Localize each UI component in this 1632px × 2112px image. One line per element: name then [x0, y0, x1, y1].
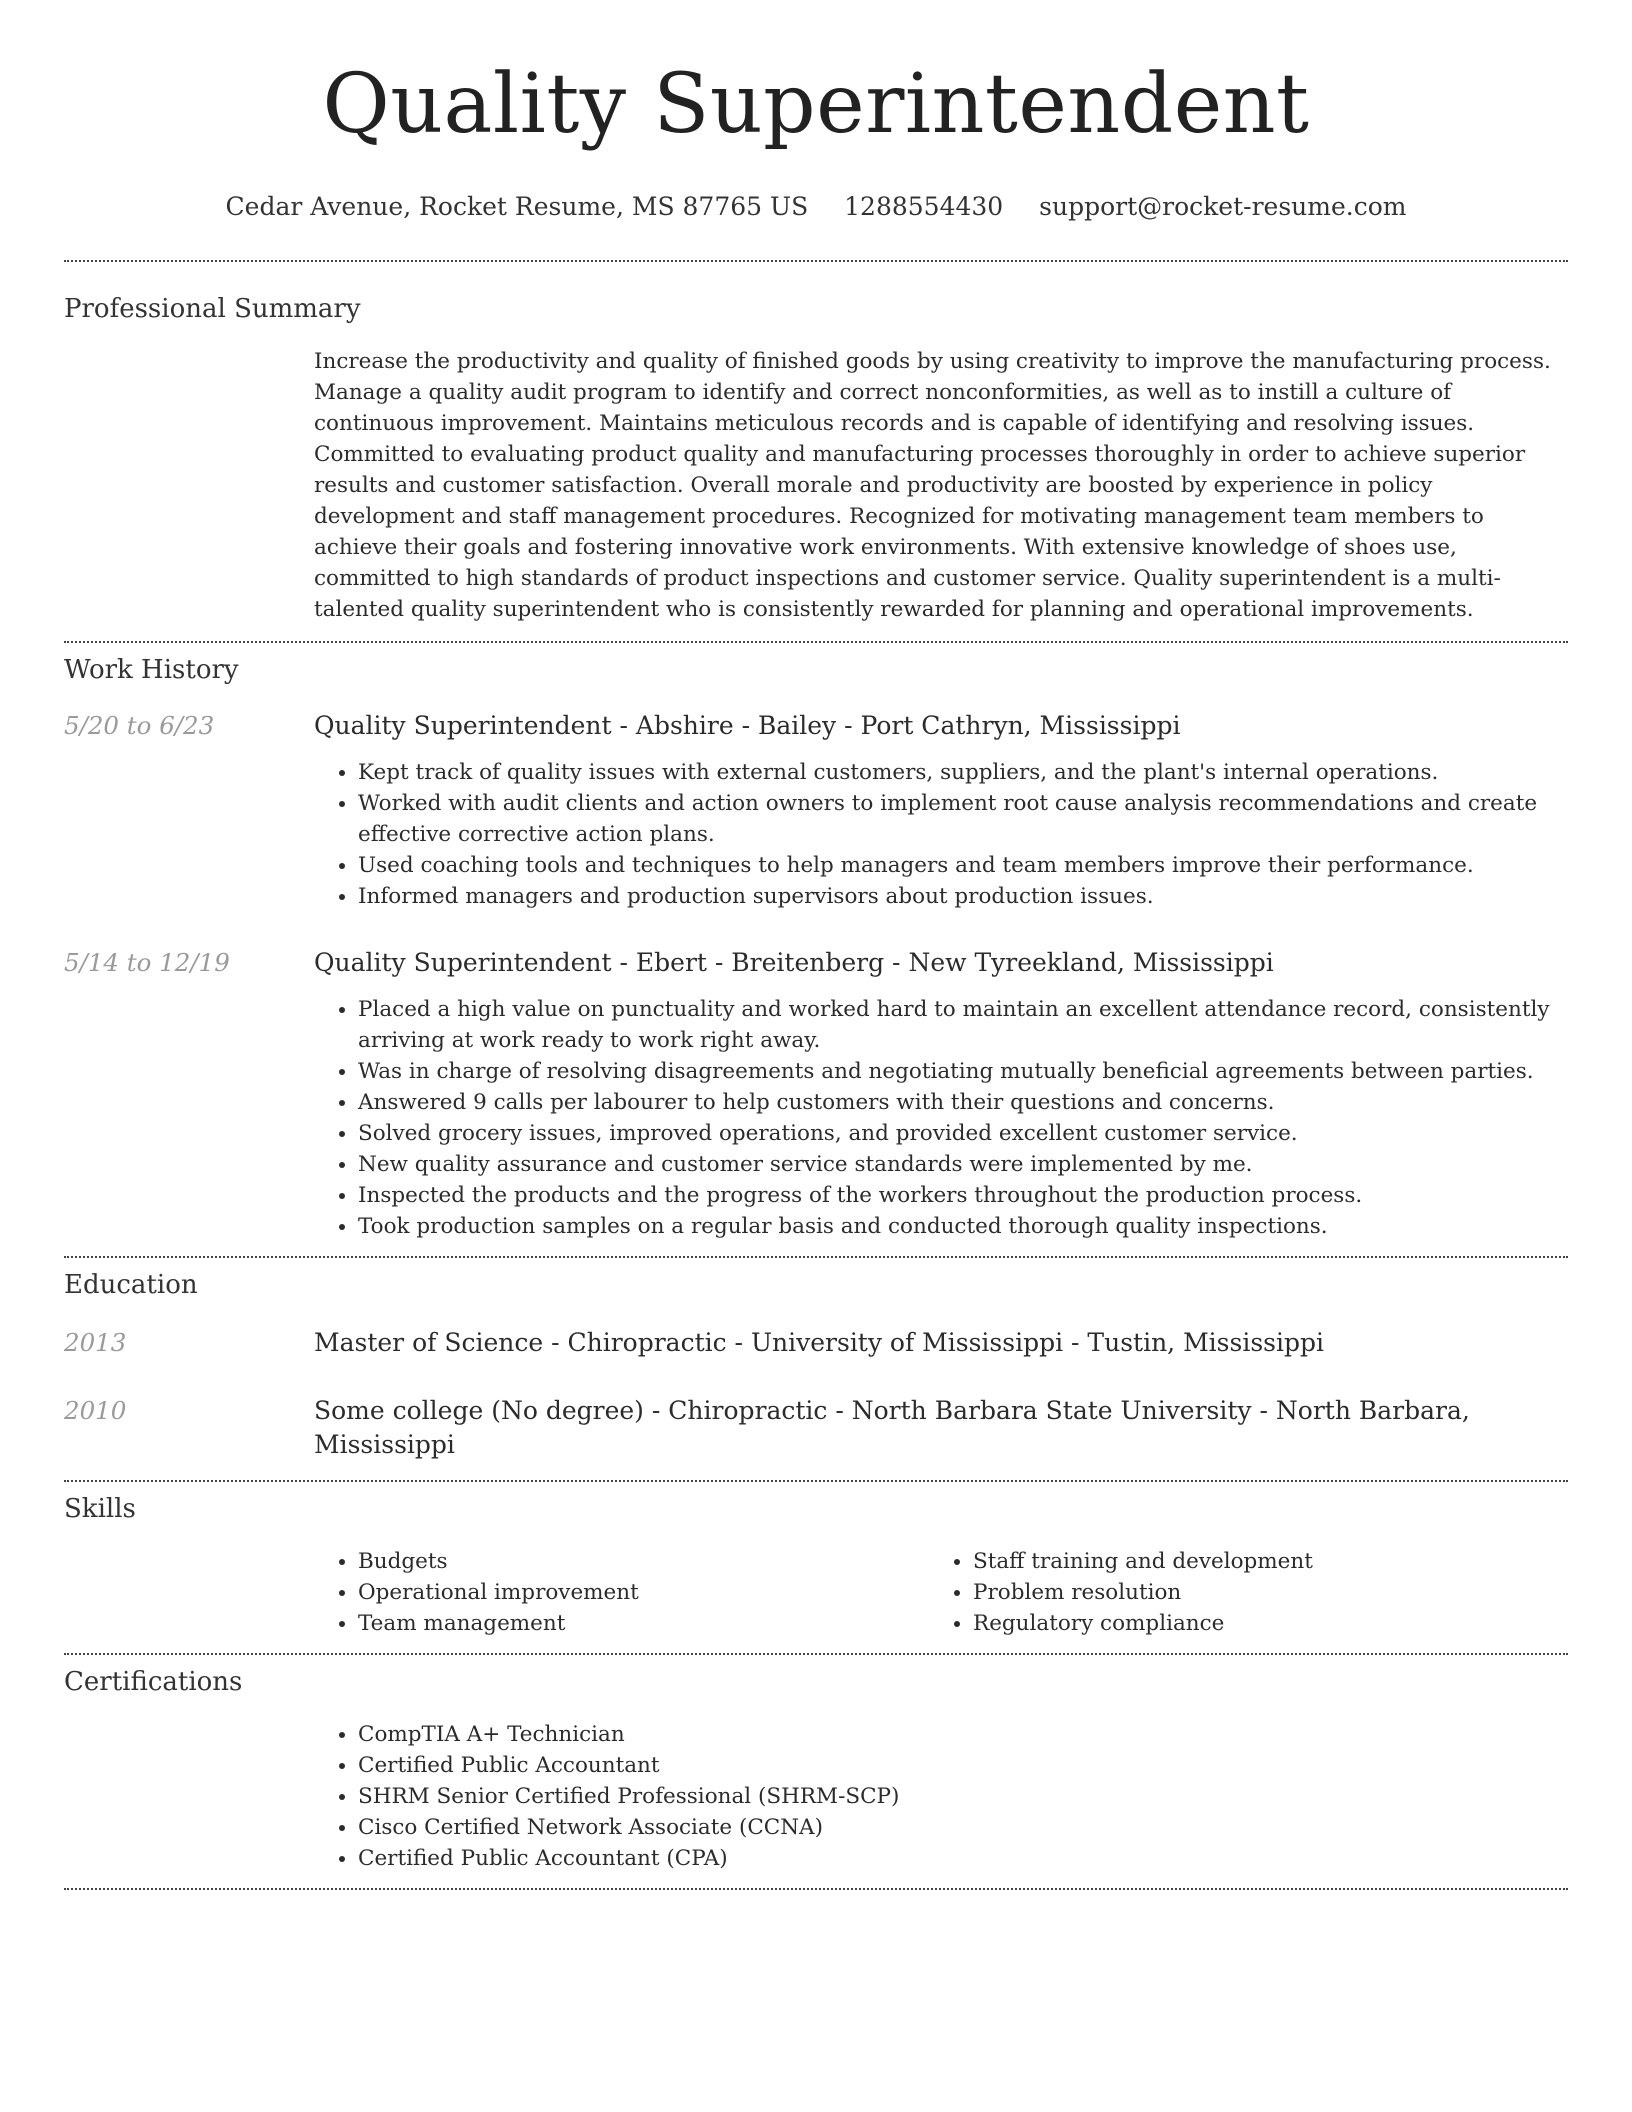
skills-grid [314, 1546, 1568, 1639]
job-bullets [314, 757, 1568, 912]
section-title-certifications: Certifications [64, 1667, 243, 1697]
job-bullet: • Was in charge of resolving disagreements and negotiating mutually beneficial agreements between parties. [358, 1056, 1568, 1087]
education-year: 2013 [64, 1328, 127, 1357]
job-entry [64, 946, 1568, 1242]
skills-section [0, 1482, 1632, 1653]
contact-phone: 1288554430 [844, 192, 1004, 221]
job-bullet: • Solved grocery issues, improved operations, and provided excellent customer service. [358, 1118, 1568, 1149]
section-title-summary: Professional Summary [64, 294, 361, 324]
divider [64, 1888, 1568, 1890]
job-bullet: • Answered 9 calls per labourer to help customers with their questions and concerns. [358, 1087, 1568, 1118]
resume-header [0, 0, 1632, 224]
job-dates: 5/14 to 12/19 [64, 948, 230, 977]
education-section [0, 1258, 1632, 1480]
certifications-list [314, 1719, 1568, 1874]
education-title: Master of Science - Chiropractic - University of Mississippi - Tustin, Mississippi [314, 1328, 1324, 1357]
skill-item: • Team management [358, 1608, 929, 1639]
job-bullet: • Placed a high value on punctuality and worked hard to maintain an excellent attendance record, consistently arriving at work ready to work right away. [358, 994, 1568, 1056]
job-bullet: • Worked with audit clients and action owners to implement root cause analysis recommendations and create effective corrective action plans. [358, 788, 1568, 850]
job-title: Quality Superintendent - Abshire - Bailey - Port Cathryn, Mississippi [314, 711, 1181, 740]
section-title-education: Education [64, 1270, 198, 1300]
skill-item: • Problem resolution [973, 1577, 1544, 1608]
job-dates: 5/20 to 6/23 [64, 711, 215, 740]
certification-item: • Certified Public Accountant (CPA) [358, 1843, 1568, 1874]
contact-email: support@rocket-resume.com [1039, 192, 1407, 221]
contact-line [0, 190, 1632, 224]
job-bullet: • Kept track of quality issues with external customers, suppliers, and the plant's internal operations. [358, 757, 1568, 788]
education-title: Some college (No degree) - Chiropractic - North Barbara State University - North Barbara, Mississippi [314, 1396, 1470, 1459]
education-year: 2010 [64, 1396, 127, 1425]
section-title-skills: Skills [64, 1494, 136, 1524]
job-bullet: • Informed managers and production supervisors about production issues. [358, 881, 1568, 912]
job-bullets [314, 994, 1568, 1242]
job-bullet: • New quality assurance and customer service standards were implemented by me. [358, 1149, 1568, 1180]
skills-column-left [314, 1546, 929, 1639]
section-title-work-history: Work History [64, 655, 239, 685]
job-bullet: • Inspected the products and the progress of the workers throughout the production process. [358, 1180, 1568, 1211]
certification-item: • Cisco Certified Network Associate (CCNA) [358, 1812, 1568, 1843]
certification-item: • CompTIA A+ Technician [358, 1719, 1568, 1750]
skills-column-right [929, 1546, 1544, 1639]
skill-item: • Regulatory compliance [973, 1608, 1544, 1639]
summary-text: Increase the productivity and quality of finished goods by using creativity to improve the manufacturing process. Manage a quality audit program to identify and correct nonconformities, as well as to instill a culture of continuous improvement. Maintains meticulous records and is capable of identifying and resolving issues. Committed to evaluating product quality and manufacturing processes thoroughly in order to achieve superior results and customer satisfaction. Overall morale and productivity are boosted by experience in policy development and staff management procedures. Recognized for motivating management team members to achieve their goals and fostering innovative work environments. With extensive knowledge of shoes use, committed to high standards of product inspections and customer service. Quality superintendent is a multi-talented quality superintendent who is consistently rewarded for planning and operational improvements. [314, 349, 1551, 622]
skill-item: • Staff training and development [973, 1546, 1544, 1577]
job-bullet: • Took production samples on a regular basis and conducted thorough quality inspections. [358, 1211, 1568, 1242]
skill-item: • Budgets [358, 1546, 929, 1577]
certification-item: • SHRM Senior Certified Professional (SHRM-SCP) [358, 1781, 1568, 1812]
job-header [64, 946, 1568, 980]
certification-item: • Certified Public Accountant [358, 1750, 1568, 1781]
job-bullet: • Used coaching tools and techniques to help managers and team members improve their performance. [358, 850, 1568, 881]
contact-address: Cedar Avenue, Rocket Resume, MS 87765 US [225, 192, 809, 221]
work-history-section [0, 643, 1632, 1256]
summary-section [0, 262, 1632, 641]
job-header [64, 709, 1568, 743]
job-title: Quality Superintendent - Ebert - Breitenberg - New Tyreekland, Mississippi [314, 948, 1274, 977]
education-entry [64, 1394, 1568, 1462]
candidate-name: Quality Superintendent [322, 57, 1310, 152]
skill-item: • Operational improvement [358, 1577, 929, 1608]
education-entry [64, 1326, 1568, 1360]
certifications-section [0, 1655, 1632, 1888]
job-entry [64, 709, 1568, 912]
